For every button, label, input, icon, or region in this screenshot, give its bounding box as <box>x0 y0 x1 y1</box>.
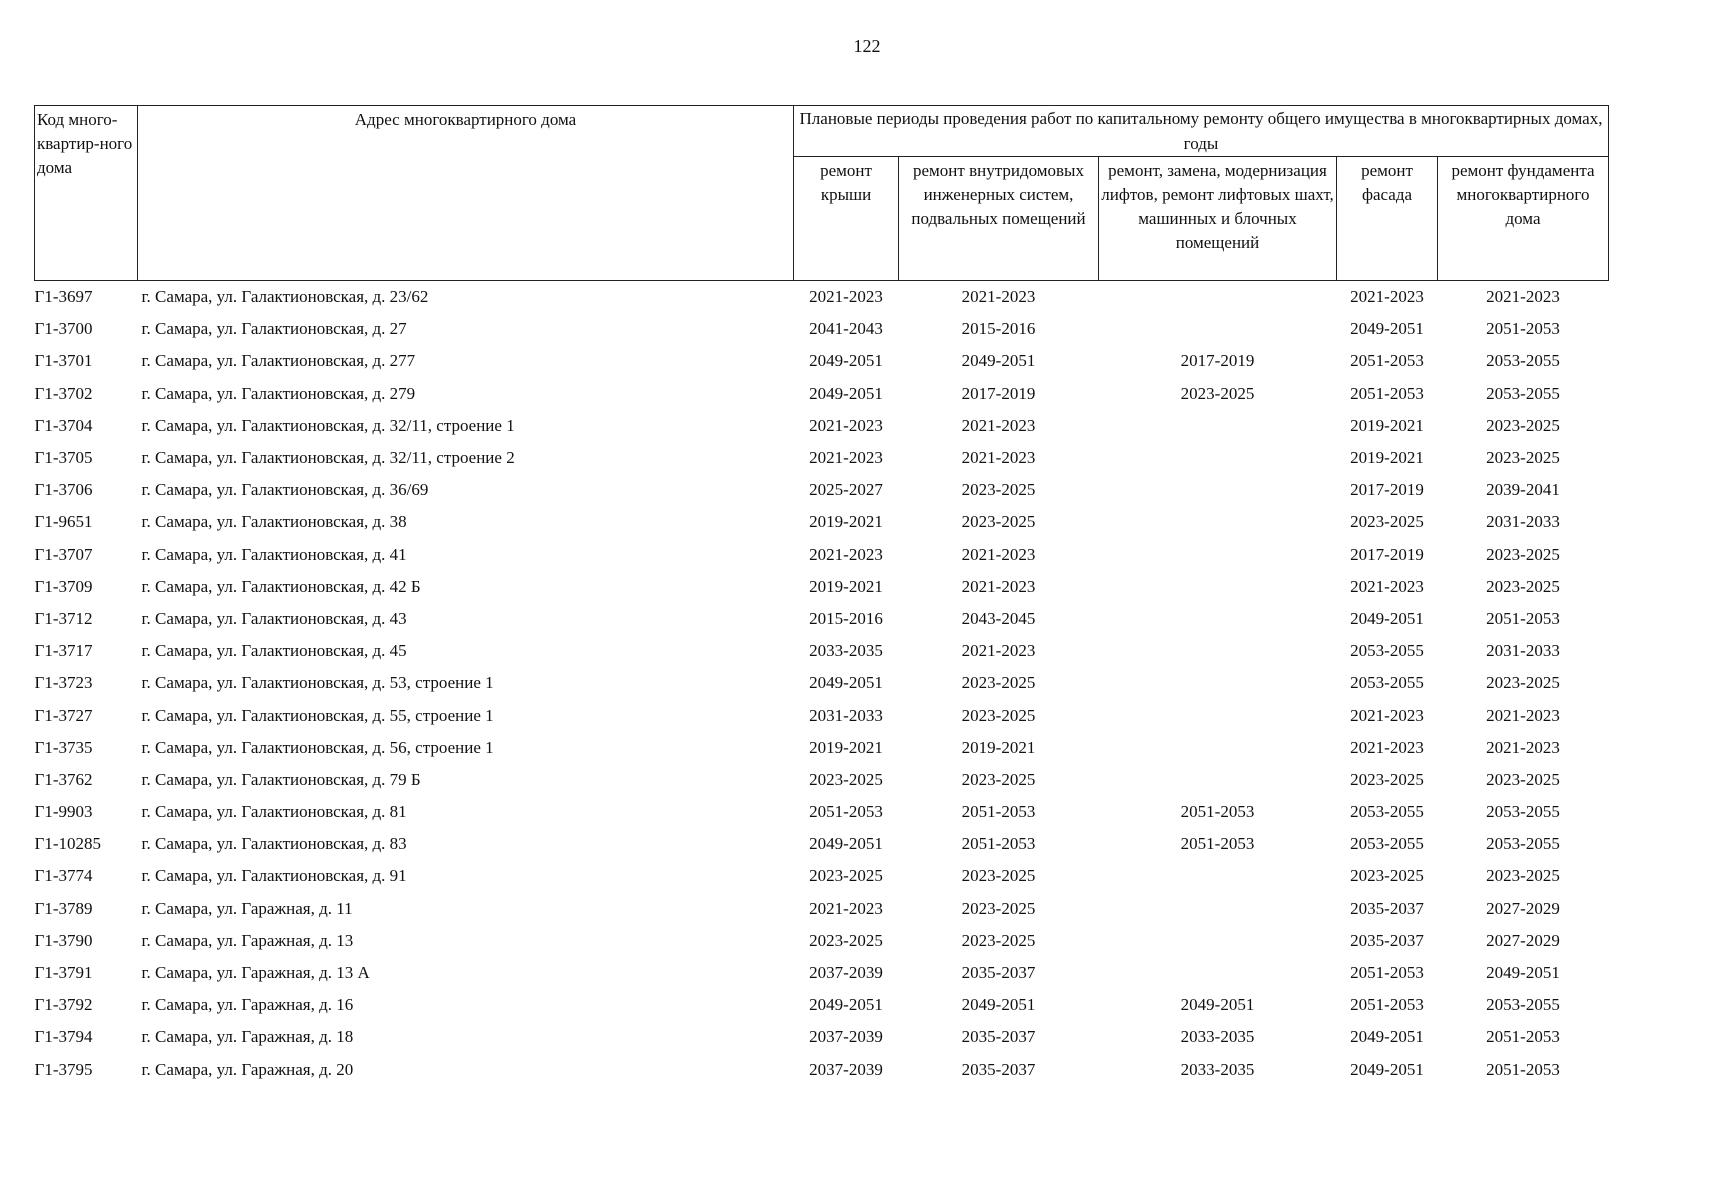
cell-facade: 2017-2019 <box>1350 480 1424 500</box>
cell-code: Г1-3794 <box>34 1027 93 1047</box>
cell-roof: 2049-2051 <box>809 351 883 371</box>
cell-facade: 2051-2053 <box>1350 351 1424 371</box>
cell-lifts <box>1099 474 1337 506</box>
cell-address: г. Самара, ул. Гаражная, д. 16 <box>141 995 354 1015</box>
cell-lifts <box>1099 764 1337 796</box>
cell-code: Г1-9651 <box>34 512 93 532</box>
cell-code: Г1-3707 <box>34 544 93 564</box>
cell-address: г. Самара, ул. Галактионовская, д. 91 <box>141 866 407 886</box>
cell-foundation: 2023-2025 <box>1486 866 1560 886</box>
cell-foundation: 2049-2051 <box>1486 963 1560 983</box>
cell-address: г. Самара, ул. Галактионовская, д. 27 <box>141 319 407 339</box>
cell-code: Г1-3717 <box>34 641 93 661</box>
cell-systems: 2023-2025 <box>961 866 1036 886</box>
table-row <box>35 442 1609 474</box>
cell-systems: 2021-2023 <box>961 287 1036 307</box>
table-row <box>35 860 1609 892</box>
cell-lifts <box>1099 539 1337 571</box>
cell-facade: 2053-2055 <box>1350 641 1424 661</box>
cell-foundation: 2023-2025 <box>1486 673 1560 693</box>
cell-facade: 2049-2051 <box>1350 319 1424 339</box>
cell-foundation: 2053-2055 <box>1486 802 1560 822</box>
cell-roof: 2049-2051 <box>809 834 883 854</box>
cell-code: Г1-3702 <box>34 383 93 403</box>
cell-roof: 2023-2025 <box>809 866 883 886</box>
cell-lifts <box>1099 667 1337 699</box>
cell-systems: 2023-2025 <box>961 512 1036 532</box>
cell-facade: 2049-2051 <box>1350 1059 1424 1079</box>
cell-code: Г1-3727 <box>34 705 93 725</box>
cell-foundation: 2023-2025 <box>1486 544 1560 564</box>
table-row <box>35 989 1609 1021</box>
cell-roof: 2037-2039 <box>809 1059 883 1079</box>
cell-lifts <box>1099 603 1337 635</box>
cell-roof: 2041-2043 <box>809 319 883 339</box>
cell-roof: 2049-2051 <box>809 673 883 693</box>
cell-address: г. Самара, ул. Гаражная, д. 18 <box>141 1027 354 1047</box>
cell-address: г. Самара, ул. Галактионовская, д. 56, строение 1 <box>141 737 494 757</box>
cell-roof: 2051-2053 <box>809 802 883 822</box>
cell-code: Г1-10285 <box>34 834 101 854</box>
table-row <box>35 957 1609 989</box>
table-row <box>35 699 1609 731</box>
table-row <box>35 603 1609 635</box>
table-row <box>35 313 1609 345</box>
cell-facade: 2021-2023 <box>1350 737 1424 757</box>
cell-lifts: 2051-2053 <box>1180 834 1255 854</box>
cell-systems: 2049-2051 <box>961 995 1036 1015</box>
header-lifts: ремонт, замена, модернизация лифтов, ремонт лифтовых шахт, машинных и блочных помещений <box>1099 157 1337 281</box>
cell-roof: 2019-2021 <box>809 737 883 757</box>
cell-systems: 2043-2045 <box>961 608 1036 628</box>
cell-foundation: 2021-2023 <box>1486 737 1560 757</box>
cell-code: Г1-3700 <box>34 319 93 339</box>
cell-systems: 2023-2025 <box>961 898 1036 918</box>
table-row <box>35 410 1609 442</box>
cell-code: Г1-3735 <box>34 737 93 757</box>
cell-lifts <box>1099 925 1337 957</box>
cell-address: г. Самара, ул. Галактионовская, д. 79 Б <box>141 769 421 789</box>
cell-address: г. Самара, ул. Галактионовская, д. 43 <box>141 608 407 628</box>
cell-roof: 2019-2021 <box>809 576 883 596</box>
cell-foundation: 2027-2029 <box>1486 930 1560 950</box>
cell-roof: 2037-2039 <box>809 963 883 983</box>
cell-roof: 2037-2039 <box>809 1027 883 1047</box>
table-header <box>35 106 1609 281</box>
table-row <box>35 571 1609 603</box>
table-row <box>35 732 1609 764</box>
cell-foundation: 2053-2055 <box>1486 351 1560 371</box>
cell-foundation: 2031-2033 <box>1486 641 1560 661</box>
cell-address: г. Самара, ул. Гаражная, д. 13 <box>141 930 354 950</box>
cell-lifts <box>1099 699 1337 731</box>
cell-roof: 2023-2025 <box>809 769 883 789</box>
cell-facade: 2019-2021 <box>1350 448 1424 468</box>
cell-code: Г1-3774 <box>34 866 93 886</box>
cell-code: Г1-3697 <box>34 287 93 307</box>
cell-lifts: 2033-2035 <box>1180 1059 1255 1079</box>
table-row <box>35 281 1609 314</box>
cell-foundation: 2053-2055 <box>1486 834 1560 854</box>
cell-lifts: 2049-2051 <box>1180 995 1255 1015</box>
cell-facade: 2035-2037 <box>1350 898 1424 918</box>
cell-code: Г1-3704 <box>34 415 93 435</box>
header-facade: ремонт фасада <box>1337 157 1438 281</box>
cell-address: г. Самара, ул. Галактионовская, д. 36/69 <box>141 480 429 500</box>
cell-code: Г1-3795 <box>34 1059 93 1079</box>
cell-systems: 2017-2019 <box>961 383 1036 403</box>
cell-lifts <box>1099 313 1337 345</box>
cell-lifts <box>1099 635 1337 667</box>
cell-systems: 2021-2023 <box>961 641 1036 661</box>
cell-roof: 2021-2023 <box>809 448 883 468</box>
cell-code: Г1-3723 <box>34 673 93 693</box>
cell-systems: 2035-2037 <box>961 1027 1036 1047</box>
cell-systems: 2019-2021 <box>961 737 1036 757</box>
cell-lifts <box>1099 893 1337 925</box>
table-row <box>35 893 1609 925</box>
header-planned-periods: Плановые периоды проведения работ по капитальному ремонту общего имущества в многоквартирных домах, годы <box>794 106 1609 157</box>
cell-address: г. Самара, ул. Галактионовская, д. 81 <box>141 802 407 822</box>
cell-lifts <box>1099 860 1337 892</box>
cell-roof: 2025-2027 <box>809 480 883 500</box>
cell-lifts <box>1099 957 1337 989</box>
cell-lifts <box>1099 732 1337 764</box>
cell-address: г. Самара, ул. Галактионовская, д. 23/62 <box>141 287 429 307</box>
cell-systems: 2015-2016 <box>961 319 1036 339</box>
cell-foundation: 2023-2025 <box>1486 448 1560 468</box>
cell-roof: 2031-2033 <box>809 705 883 725</box>
cell-facade: 2019-2021 <box>1350 415 1424 435</box>
cell-code: Г1-3789 <box>34 898 93 918</box>
cell-roof: 2015-2016 <box>809 608 883 628</box>
table-row <box>35 1021 1609 1053</box>
table-row <box>35 474 1609 506</box>
cell-roof: 2023-2025 <box>809 930 883 950</box>
cell-facade: 2051-2053 <box>1350 963 1424 983</box>
header-foundation: ремонт фундамента многоквартирного дома <box>1438 157 1609 281</box>
cell-code: Г1-3791 <box>34 963 93 983</box>
cell-facade: 2053-2055 <box>1350 834 1424 854</box>
table-row <box>35 796 1609 828</box>
cell-foundation: 2023-2025 <box>1486 769 1560 789</box>
cell-systems: 2035-2037 <box>961 963 1036 983</box>
page-number: 122 <box>853 36 881 56</box>
cell-facade: 2021-2023 <box>1350 287 1424 307</box>
cell-systems: 2023-2025 <box>961 480 1036 500</box>
cell-systems: 2023-2025 <box>961 769 1036 789</box>
table-row <box>35 378 1609 410</box>
cell-address: г. Самара, ул. Галактионовская, д. 32/11, строение 2 <box>141 448 515 468</box>
cell-code: Г1-3790 <box>34 930 93 950</box>
cell-foundation: 2051-2053 <box>1486 1059 1560 1079</box>
cell-facade: 2017-2019 <box>1350 544 1424 564</box>
table-body <box>35 281 1609 1086</box>
cell-foundation: 2039-2041 <box>1486 480 1560 500</box>
cell-foundation: 2021-2023 <box>1486 287 1560 307</box>
cell-systems: 2021-2023 <box>961 544 1036 564</box>
cell-facade: 2023-2025 <box>1350 769 1424 789</box>
cell-foundation: 2053-2055 <box>1486 995 1560 1015</box>
cell-foundation: 2031-2033 <box>1486 512 1560 532</box>
cell-lifts <box>1099 281 1337 314</box>
table-row <box>35 635 1609 667</box>
cell-address: г. Самара, ул. Галактионовская, д. 55, строение 1 <box>141 705 494 725</box>
header-systems: ремонт внутридомовых инженерных систем, подвальных помещений <box>899 157 1099 281</box>
cell-lifts: 2023-2025 <box>1180 383 1255 403</box>
table-row <box>35 345 1609 377</box>
cell-systems: 2035-2037 <box>961 1059 1036 1079</box>
cell-address: г. Самара, ул. Галактионовская, д. 279 <box>141 383 416 403</box>
repair-schedule-table <box>34 105 1609 1086</box>
cell-facade: 2053-2055 <box>1350 802 1424 822</box>
cell-roof: 2021-2023 <box>809 898 883 918</box>
cell-address: г. Самара, ул. Гаражная, д. 13 А <box>141 963 370 983</box>
cell-facade: 2021-2023 <box>1350 576 1424 596</box>
header-roof: ремонт крыши <box>794 157 899 281</box>
cell-foundation: 2021-2023 <box>1486 705 1560 725</box>
cell-roof: 2021-2023 <box>809 415 883 435</box>
cell-roof: 2019-2021 <box>809 512 883 532</box>
table-row <box>35 667 1609 699</box>
cell-roof: 2049-2051 <box>809 995 883 1015</box>
cell-lifts <box>1099 442 1337 474</box>
cell-foundation: 2027-2029 <box>1486 898 1560 918</box>
header-code: Код много-квартир-ного дома <box>35 106 138 281</box>
table-row <box>35 1054 1609 1086</box>
cell-systems: 2021-2023 <box>961 576 1036 596</box>
cell-roof: 2021-2023 <box>809 287 883 307</box>
cell-address: г. Самара, ул. Галактионовская, д. 45 <box>141 641 407 661</box>
cell-facade: 2035-2037 <box>1350 930 1424 950</box>
cell-lifts <box>1099 506 1337 538</box>
table-row <box>35 764 1609 796</box>
cell-systems: 2049-2051 <box>961 351 1036 371</box>
cell-address: г. Самара, ул. Галактионовская, д. 41 <box>141 544 407 564</box>
table-row <box>35 539 1609 571</box>
cell-code: Г1-9903 <box>34 802 93 822</box>
cell-address: г. Самара, ул. Галактионовская, д. 277 <box>141 351 416 371</box>
cell-foundation: 2051-2053 <box>1486 319 1560 339</box>
cell-address: г. Самара, ул. Галактионовская, д. 53, строение 1 <box>141 673 494 693</box>
cell-foundation: 2023-2025 <box>1486 576 1560 596</box>
cell-code: Г1-3712 <box>34 608 93 628</box>
cell-facade: 2023-2025 <box>1350 512 1424 532</box>
cell-facade: 2021-2023 <box>1350 705 1424 725</box>
cell-roof: 2049-2051 <box>809 383 883 403</box>
cell-foundation: 2053-2055 <box>1486 383 1560 403</box>
cell-lifts <box>1099 410 1337 442</box>
cell-facade: 2049-2051 <box>1350 1027 1424 1047</box>
cell-systems: 2021-2023 <box>961 448 1036 468</box>
cell-facade: 2023-2025 <box>1350 866 1424 886</box>
cell-address: г. Самара, ул. Галактионовская, д. 32/11, строение 1 <box>141 415 515 435</box>
cell-foundation: 2051-2053 <box>1486 1027 1560 1047</box>
cell-address: г. Самара, ул. Галактионовская, д. 83 <box>141 834 407 854</box>
cell-facade: 2049-2051 <box>1350 608 1424 628</box>
cell-address: г. Самара, ул. Гаражная, д. 20 <box>141 1059 354 1079</box>
cell-facade: 2053-2055 <box>1350 673 1424 693</box>
cell-foundation: 2023-2025 <box>1486 415 1560 435</box>
cell-lifts <box>1099 571 1337 603</box>
cell-foundation: 2051-2053 <box>1486 608 1560 628</box>
header-address: Адрес многоквартирного дома <box>138 106 794 281</box>
cell-code: Г1-3705 <box>34 448 93 468</box>
cell-systems: 2051-2053 <box>961 834 1036 854</box>
cell-lifts: 2033-2035 <box>1180 1027 1255 1047</box>
cell-systems: 2023-2025 <box>961 930 1036 950</box>
table-row <box>35 506 1609 538</box>
cell-systems: 2021-2023 <box>961 415 1036 435</box>
cell-address: г. Самара, ул. Гаражная, д. 11 <box>141 898 353 918</box>
cell-code: Г1-3762 <box>34 769 93 789</box>
cell-lifts: 2051-2053 <box>1180 802 1255 822</box>
cell-code: Г1-3792 <box>34 995 93 1015</box>
cell-code: Г1-3701 <box>34 351 93 371</box>
table-row <box>35 925 1609 957</box>
cell-code: Г1-3706 <box>34 480 93 500</box>
cell-lifts: 2017-2019 <box>1180 351 1255 371</box>
cell-code: Г1-3709 <box>34 576 93 596</box>
cell-systems: 2023-2025 <box>961 673 1036 693</box>
cell-roof: 2021-2023 <box>809 544 883 564</box>
table-row <box>35 828 1609 860</box>
cell-facade: 2051-2053 <box>1350 383 1424 403</box>
cell-systems: 2051-2053 <box>961 802 1036 822</box>
cell-facade: 2051-2053 <box>1350 995 1424 1015</box>
cell-address: г. Самара, ул. Галактионовская, д. 38 <box>141 512 407 532</box>
cell-systems: 2023-2025 <box>961 705 1036 725</box>
cell-address: г. Самара, ул. Галактионовская, д. 42 Б <box>141 576 421 596</box>
cell-roof: 2033-2035 <box>809 641 883 661</box>
